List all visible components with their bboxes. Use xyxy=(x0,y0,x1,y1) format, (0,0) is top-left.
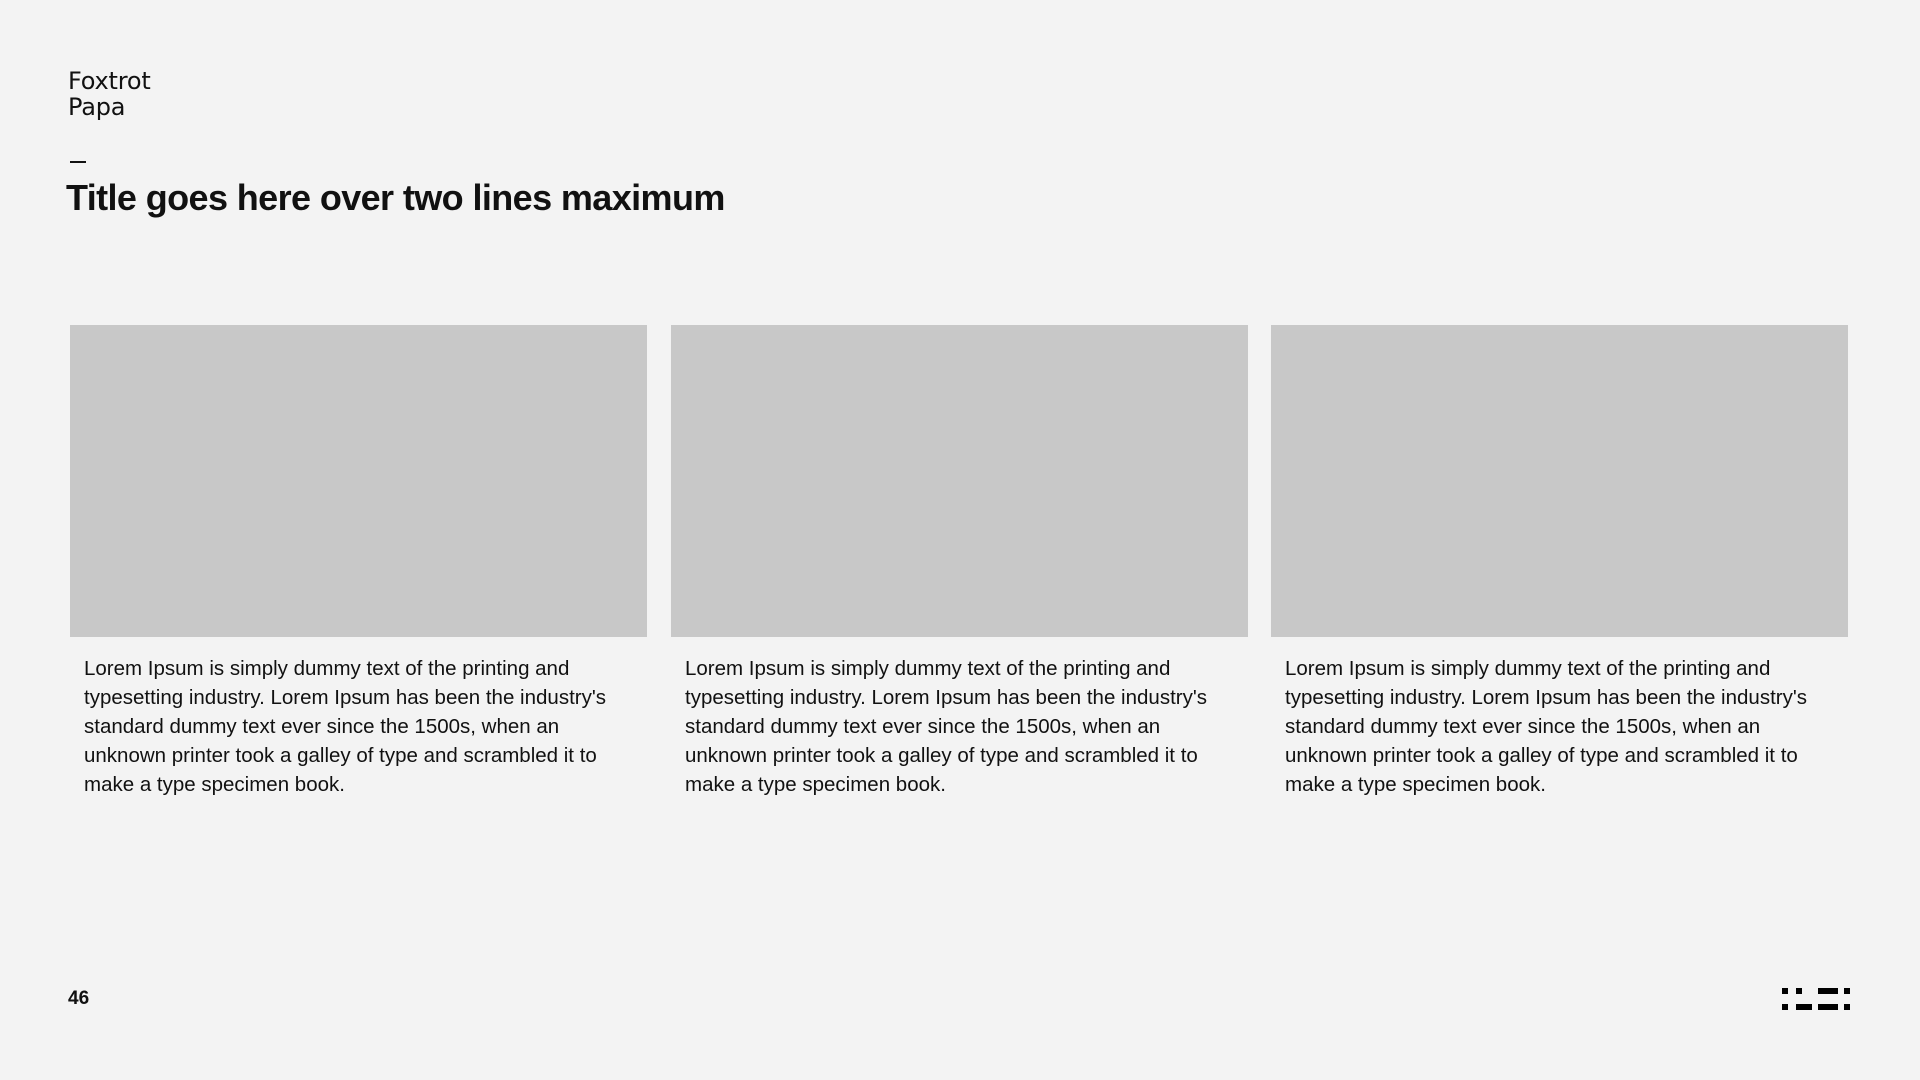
foxtrot-papa-logo xyxy=(68,68,151,120)
card-text-1: Lorem Ipsum is simply dummy text of the printing and typesetting industry. Lorem Ipsum has been the industry's standard dummy text ever since the 1500s, when an unknown printer took a galley of type and scrambled it to make a type specimen book. xyxy=(84,657,606,796)
content-card-3 xyxy=(1271,325,1848,799)
image-placeholder-2 xyxy=(671,325,1248,637)
page-title: Title goes here over two lines maximum xyxy=(66,177,725,218)
logo-line-1: Foxtrot xyxy=(68,67,151,95)
content-card-1 xyxy=(70,325,647,799)
content-card-2 xyxy=(671,325,1248,799)
dot-dash-pattern-icon xyxy=(1782,988,1850,1012)
card-text-3: Lorem Ipsum is simply dummy text of the printing and typesetting industry. Lorem Ipsum has been the industry's standard dummy text ever since the 1500s, when an unknown printer took a galley of type and scrambled it to make a type specimen book. xyxy=(1285,657,1807,796)
image-placeholder-3 xyxy=(1271,325,1848,637)
card-text-2: Lorem Ipsum is simply dummy text of the printing and typesetting industry. Lorem Ipsum has been the industry's standard dummy text ever since the 1500s, when an unknown printer took a galley of type and scrambled it to make a type specimen book. xyxy=(685,657,1207,796)
title-dash-divider xyxy=(70,161,86,163)
logo-line-2: Papa xyxy=(68,93,126,121)
page-number: 46 xyxy=(68,988,90,1009)
image-placeholder-1 xyxy=(70,325,647,637)
